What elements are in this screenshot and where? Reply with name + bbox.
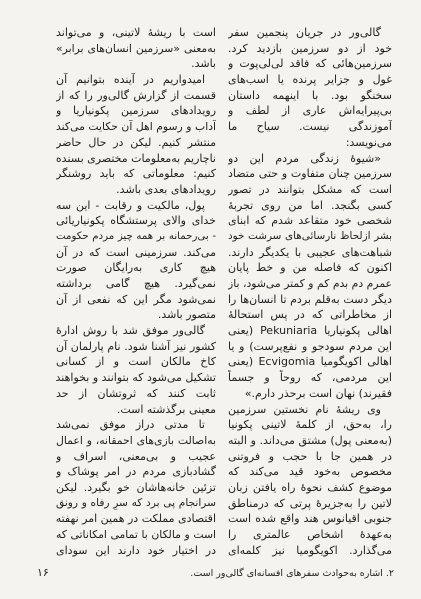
right-text-column — [228, 25, 392, 558]
text-line: نمی‌شود مگر این که نفعی از آن — [56, 292, 216, 306]
paragraph — [56, 198, 216, 324]
text-line: لاتین را به‌جزیرهٔ پرتی که درمناطق — [228, 496, 392, 510]
text-line: اهالی اکویگومیا Ecvigomia (یعنی — [228, 355, 392, 369]
paragraph — [56, 323, 216, 417]
text-line: این مردم سودجو و نفع‌پرست) و یا — [228, 339, 392, 353]
text-line: بی‌پیرایه‌اش عاری از لطف و — [228, 104, 392, 118]
text-line: - بی‌رحمانه بر همه چیز مردم حکومت — [56, 230, 216, 242]
paragraph — [228, 25, 392, 151]
text-line: ناچاریم به‌معلومات مختصری بسنده — [56, 151, 216, 165]
text-line: بشر ازلحاظ نارسائی‌های سرشت خود — [228, 229, 392, 242]
text-line: عمرم دم بدم کم و کمتر می‌شود، باز — [228, 277, 392, 290]
text-line: در همین جا با حجب و فروتنی — [228, 449, 392, 463]
text-line: در اختیار خود دارند این سودای — [56, 543, 216, 557]
text-line: می‌کند. سرزمینی است که در آن — [56, 245, 216, 259]
text-line: را، به‌حق، از کلمهٔ لاتینی پکونیا — [228, 418, 392, 432]
text-line: ثابت کنند که ثروتشان از حد — [56, 386, 216, 400]
text-line: سرزمین چنان متفاوت و حتی متضاد — [228, 167, 392, 181]
text-line: از مخاطراتی که در پس استحالهٔ — [228, 308, 392, 322]
text-line: کنیم: معلوماتی که باید روشنگر — [56, 167, 216, 181]
text-line: گالی‌ور موفق شد با روش ادارهٔ — [56, 324, 205, 338]
text-line: غول و جزایر پرنده یا اسب‌های — [228, 73, 392, 87]
text-line: نمی‌گیرد. هیچ گامی برداشته — [56, 277, 216, 290]
text-line: تا مدتی دراز موفق نمی‌شد — [56, 418, 205, 432]
text-line: پول، مالکیت و رقابت - این سه — [56, 198, 205, 212]
text-line: می‌نویسد: — [345, 135, 392, 149]
text-line: سرزمین‌هائی که فاقد لی‌لی‌پوت و — [228, 57, 392, 71]
text-line: آموزندگی نیست. سیاح ما — [228, 120, 392, 134]
text-line: می‌گذارد. اکویگومیا نیز کلمه‌ای — [228, 543, 392, 557]
text-line: کاخ مالکان است و از کسانی — [56, 355, 216, 369]
text-line: دیگر دست به‌قلم بردم تا انسان‌ها را — [228, 292, 392, 306]
text-line: هیچ کاری به‌رایگان صورت — [56, 261, 216, 275]
text-line: خدای والای پرستشگاه پکونیاریائی — [56, 214, 216, 228]
text-line: به‌اصالت بازی‌های احمقانه، و اعمال — [56, 433, 216, 447]
paragraph — [56, 417, 216, 558]
text-line: است که مشکل بتوانند در تصور — [228, 182, 392, 196]
left-text-column — [56, 25, 216, 558]
text-line: اهالی پکونیاریا Pekuniaria (یعنی — [228, 324, 392, 338]
paragraph — [56, 25, 216, 72]
text-line: سرانجام پی برد که سرِ رفاه و رونق — [56, 496, 216, 509]
paragraph — [228, 402, 392, 559]
text-line: خود از دو سرزمین بازدید کرد. — [228, 41, 392, 55]
text-line: کشور نیز آشنا شود. نام پارلمان آن — [56, 339, 216, 353]
text-line: فقیرند) نهان است برحذر دارم.» — [244, 386, 392, 400]
text-line: معینی برگذشته است. — [116, 402, 216, 416]
text-line: این مردمی، که روحاً و جسماً — [228, 371, 392, 385]
text-line: گشادبازی مردم در امر پوشاک و — [56, 465, 216, 479]
text-line: عجیب و بی‌معنی، اسراف و — [56, 449, 216, 463]
text-line: موضوع کشف نحوهٔ راه یافتن زبان — [228, 480, 392, 494]
text-line: وی ریشهٔ نام نخستین سرزمین — [228, 402, 381, 416]
text-line: مخصوص به‌خود قید می‌کند که — [228, 465, 392, 479]
text-line: تشکیل می‌شود که بتوانند و بخواهند — [56, 371, 216, 385]
text-line: است با ریشهٔ لاتینی، و می‌تواند — [56, 26, 216, 39]
text-line: جنوبی اقیانوس هند واقع شده است — [228, 512, 392, 526]
text-line: امیدواریم در آینده بتوانیم آن — [56, 73, 205, 87]
text-line: است و مالکان با تمامی امکاناتی که — [56, 528, 216, 541]
paragraph — [228, 151, 392, 402]
text-line: آداب و رسوم اهل آن حکایت می‌کند — [56, 120, 216, 134]
footnote: ۲. اشاره به‌حوادث سفرهای افسانه‌ای گالی‌ور است. — [190, 568, 394, 579]
text-line: شخصی خود متقاعد شدم که ابنای — [228, 214, 392, 228]
text-line: تزئین خانه‌هاشان خو بگیرد. لیکن — [56, 480, 216, 494]
text-line: به‌عهدهٔ اشخاص عالمتری را — [228, 528, 392, 541]
paragraph — [56, 72, 216, 198]
text-line: باشد. — [191, 57, 216, 71]
text-line: منتشر کنیم. لیکن در حال حاضر — [56, 135, 216, 149]
text-line: (به‌معنی پول) مشتق می‌داند. و البته — [228, 433, 392, 447]
text-line: رویدادهای بعدی باشد. — [116, 182, 216, 196]
text-line: قسمت از گزارش گالی‌ور را که از — [56, 88, 216, 102]
text-line: رویدادهای سرزمین پکونیاریا و — [56, 104, 216, 118]
text-line: شباهت‌های عجیبی با یکدیگر دارند. — [228, 245, 392, 259]
text-line: اکنون که فاصله من و خط پایان — [228, 261, 392, 275]
page-number: ۱۶ — [37, 566, 49, 579]
text-line: سخنگو بود. با اینهمه داستان — [228, 88, 392, 102]
text-line: کسی بگنجد. اما من روی تجربهٔ — [228, 198, 392, 212]
text-line: به‌معنی «سرزمین انسان‌های برابر» — [56, 41, 216, 55]
text-line: متصور باشد. — [157, 308, 216, 322]
text-line: «شیوهٔ زندگی مردم این دو — [228, 151, 381, 165]
text-line: اقتصادی مملکت در همین امر نهفته — [56, 512, 216, 526]
text-line: گالی‌ور در جریان پنجمین سفر — [228, 26, 381, 39]
